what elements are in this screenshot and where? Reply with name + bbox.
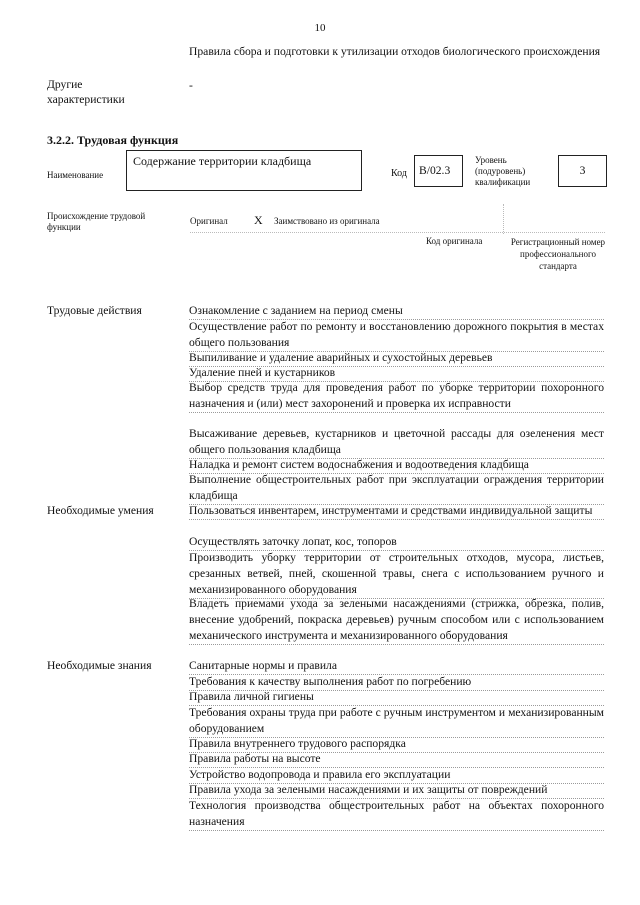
function-name: Содержание территории кладбища [133,154,312,168]
labor-actions-label: Трудовые действия [47,304,142,317]
other-characteristics-value: - [189,79,193,92]
labor-action: Высаживание деревьев, кустарников и цветочной рассады для озеленения мест общего пользования кладбища [189,426,604,459]
skill: Владеть приемами ухода за зелеными насаждениями (стрижка, обрезка, полив, внесение удобрений, покраска деревьев) ручным способом или с использованием механического инструмента и механизированного оборудования [189,596,604,645]
other-characteristics-label: Другие характеристики [47,78,125,106]
level-box [558,155,607,187]
code-label: Код [391,168,407,179]
labor-action: Наладка и ремонт систем водоснабжения и водоотведения кладбища [189,457,604,474]
knowledge-item: Устройство водопровода и правила его эксплуатации [189,767,604,784]
knowledge-item: Правила ухода за зелеными насаждениями и их защиты от повреждений [189,782,604,799]
knowledge-item: Правила личной гигиены [189,689,604,706]
page-number: 10 [314,22,326,34]
knowledge-item: Правила внутреннего трудового распорядка [189,736,604,753]
origin-borrowed-label: Заимствовано из оригинала [274,216,380,226]
knowledge-item: Правила работы на высоте [189,751,604,768]
continuation-text: Правила сбора и подготовки к утилизации отходов биологического происхождения [189,45,601,58]
function-code: B/02.3 [419,164,451,177]
function-title: 3.2.2. Трудовая функция [47,133,179,147]
qualification-level: 3 [579,164,586,177]
origin-mark: X [254,213,263,227]
origin-label: Происхождение трудовой функции [47,211,146,232]
code-original-label: Код оригинала [426,236,483,246]
name-box [126,150,362,191]
labor-action: Удаление пней и кустарников [189,365,604,382]
skill: Осуществлять заточку лопат, кос, топоров [189,534,604,551]
qualification-level-label: Уровень (подуровень) квалификации [475,155,531,187]
labor-action: Выпиливание и удаление аварийных и сухостойных деревьев [189,350,604,367]
knowledge-item: Санитарные нормы и правила [189,658,604,675]
labor-action: Осуществление работ по ремонту и восстановлению дорожного покрытия в местах общего пользования [189,319,604,352]
origin-original-label: Оригинал [190,216,228,226]
name-label: Наименование [47,170,104,180]
skill: Пользоваться инвентарем, инструментами и средствами индивидуальной защиты [189,503,604,520]
labor-action: Выбор средств труда для проведения работ по уборке территории похоронного назначения и (или) мест захоронений и проверка их исправности [189,380,604,413]
knowledge-item: Требования охраны труда при работе с ручным инструментом и механизированным оборудованием [189,705,604,738]
knowledge-label: Необходимые знания [47,659,152,672]
reg-number-label: Регистрационный номер профессионального стандарта [510,237,606,271]
code-box [414,155,463,187]
origin-divider [190,232,605,233]
labor-action: Ознакомление с заданием на период смены [189,303,604,320]
labor-action: Выполнение общестроительных работ при эксплуатации ограждения территории кладбища [189,472,604,505]
knowledge-item: Требования к качеству выполнения работ по погребению [189,674,604,691]
origin-separator [503,204,504,234]
knowledge-item: Технология производства общестроительных работ на объектах похоронного назначения [189,798,604,831]
skills-label: Необходимые умения [47,504,154,517]
skill: Производить уборку территории от строительных отходов, мусора, листьев, срезанных ветвей, пней, скошенной травы, снега с использованием ручного и механизированного оборудования [189,550,604,599]
